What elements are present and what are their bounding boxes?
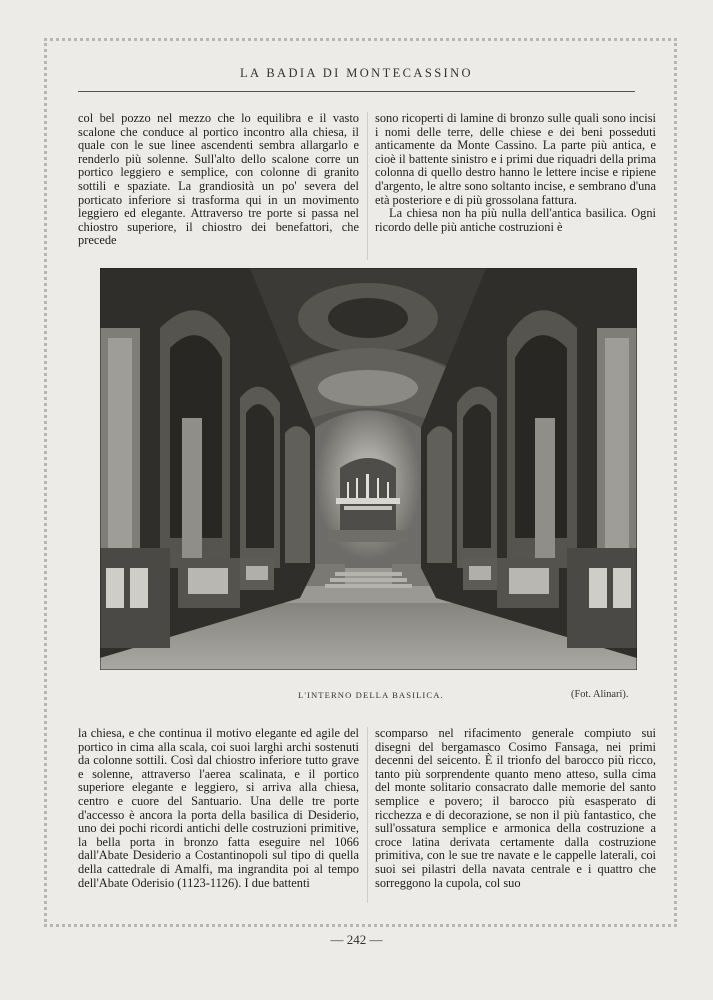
figure-caption: L'INTERNO DELLA BASILICA. <box>298 690 444 700</box>
column-divider <box>367 112 368 260</box>
bottom-left-column <box>78 727 359 890</box>
bottom-right-column <box>375 727 656 890</box>
header-rule <box>78 91 635 92</box>
paragraph: La chiesa non ha più nulla dell'antica basilica. Ogni ricordo delle più antiche costruzioni è <box>375 206 656 234</box>
top-right-column <box>375 112 656 234</box>
paragraph: la chiesa, e che continua il motivo elegante ed agile del portico in cima alla scala, coi suoi larghi archi sostenuti da colonne sottili. Così dal chiostro inferiore tutto grave e solenne, attraverso l'aerea scalinata, e il portico superiore elegante e leggiero, si arriva alla chiesa, centro e cuore del Santuario. Una delle tre porte d'accesso è ancora la porta della basilica di Desiderio, uno dei pochi ricordi antichi delle costruzioni primitive, la bella porta in bronzo fatta eseguire nel 1066 dall'Abate Desiderio a Costantinopoli sul tipo di quella della cattedrale di Amalfi, ma ingrandita poi al tempo dell'Abate Oderisio (1123-1126). I due battenti <box>78 726 359 890</box>
top-left-column <box>78 112 359 248</box>
page-number: — 242 — <box>330 932 383 947</box>
basilica-interior-photo <box>100 268 637 670</box>
paragraph: col bel pozzo nel mezzo che lo equilibra e il vasto scalone che conduce al portico incontro alla chiesa, il quale con le sue linee ascendenti sembra allargarlo e renderlo più solenne. Sull'alto dello scalone corre un portico leggiero e semplice, con colonne di granito sottili e spaziate. La grandiosità un po' severa del porticato inferiore si trasforma qui in un movimento leggiero ed elegante. Attraverso tre porte si passa nel chiostro superiore, il chiostro dei benefattori, che precede <box>78 111 359 248</box>
photo-credit: (Fot. Alinari). <box>571 689 629 700</box>
column-divider <box>367 727 368 903</box>
photo-illustration <box>100 268 637 670</box>
paragraph: scomparso nel rifacimento generale compiuto sui disegni del bergamasco Cosimo Fansaga, nei primi decenni del seicento. È il trionfo del barocco più ricco, tanto più sorprendente quanto meno atteso, sulla cima del monte solitario consacrato dalle memorie del santo semplice e povero; il barocco più esasperato di ricchezza e di decorazione, se non il più fantastico, che sull'ossatura semplice e armonica della costruzione a croce latina derivata certamente dalla costruzione primitiva, con le sue tre navate e le cappelle laterali, coi suoi sei pilastri della navata centrale e i quattro che sorreggono la cupola, col suo <box>375 726 656 890</box>
paragraph: sono ricoperti di lamine di bronzo sulle quali sono incisi i nomi delle terre, delle chiese e dei beni posseduti anticamente da Monte Cassino. La parte più antica, e cioè il battente sinistro e i primi due riquadri della prima colonna di quello destro hanno le lettere incise e ripiene d'argento, le altre sono soltanto incise, e sembrano d'una età posteriore e di più grossolana fattura. <box>375 111 656 207</box>
running-head: LA BADIA DI MONTECASSINO <box>240 66 473 80</box>
